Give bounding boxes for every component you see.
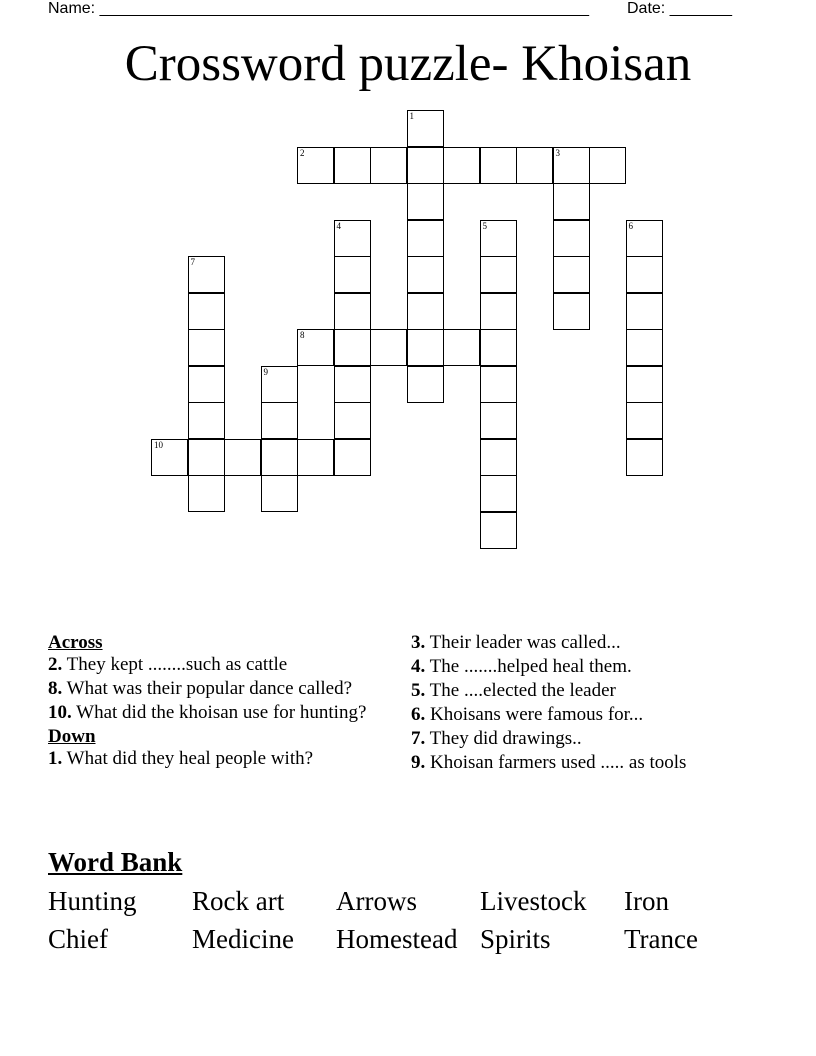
word-bank-item: Spirits [480, 924, 551, 954]
crossword-cell[interactable] [188, 366, 225, 403]
page-title: Crossword puzzle- Khoisan [124, 36, 692, 92]
cell-number: 3 [555, 147, 560, 158]
crossword-cell[interactable] [480, 439, 517, 476]
clues-right-column [411, 632, 711, 776]
word-bank-item: Rock art [192, 886, 285, 916]
crossword-cell[interactable] [443, 329, 480, 366]
cell-number: 9 [263, 366, 268, 377]
clue-number: 6. [411, 704, 426, 725]
crossword-cell[interactable] [480, 147, 517, 184]
crossword-cell[interactable] [480, 329, 517, 366]
crossword-cell[interactable] [480, 256, 517, 293]
clue-text: The ....elected the leader [425, 680, 616, 701]
crossword-cell[interactable] [480, 512, 517, 549]
cell-number: 8 [300, 330, 305, 340]
cell-number: 5 [482, 220, 487, 231]
clue-number: 10. [48, 702, 72, 723]
cell-number: 2 [300, 147, 305, 158]
crossword-cell[interactable] [151, 439, 188, 476]
cell-number: 4 [336, 220, 341, 231]
crossword-cell[interactable] [626, 329, 663, 366]
crossword-cell[interactable] [188, 402, 225, 439]
crossword-cell[interactable] [261, 475, 298, 512]
word-bank-item: Medicine [192, 924, 294, 954]
crossword-cell[interactable] [626, 256, 663, 293]
word-bank-item: Hunting [48, 886, 137, 916]
crossword-cell[interactable] [626, 366, 663, 403]
clue-text: They kept ........such as cattle [62, 654, 288, 675]
clue-number: 7. [411, 728, 426, 749]
crossword-cell[interactable] [553, 220, 590, 257]
crossword-cell[interactable] [407, 329, 444, 366]
clue-across-8 [48, 678, 368, 700]
word-bank-item: Livestock [480, 886, 587, 916]
crossword-cell[interactable] [407, 147, 444, 184]
crossword-cell[interactable] [261, 366, 298, 403]
date-field-label[interactable]: Date: _______ [627, 0, 732, 17]
crossword-cell[interactable] [188, 439, 225, 476]
crossword-cell[interactable] [516, 147, 553, 184]
clue-down-7 [411, 728, 711, 750]
crossword-cell[interactable] [407, 110, 444, 147]
crossword-cell[interactable] [626, 439, 663, 476]
clue-down-5 [411, 680, 711, 702]
crossword-cell[interactable] [626, 402, 663, 439]
clue-number: 4. [411, 656, 426, 677]
name-field-label[interactable]: Name: _______________________________________________________ [48, 0, 589, 17]
crossword-cell[interactable] [553, 147, 590, 184]
word-bank-item: Arrows [336, 886, 417, 916]
crossword-cell[interactable] [334, 366, 371, 403]
clue-text: The .......helped heal them. [425, 656, 632, 677]
clue-text: What was their popular dance called? [62, 678, 353, 699]
word-bank-title: Word Bank [48, 847, 183, 877]
crossword-cell[interactable] [188, 293, 225, 330]
clue-down-4 [411, 656, 711, 678]
crossword-cell[interactable] [407, 220, 444, 257]
crossword-cell[interactable] [334, 256, 371, 293]
crossword-cell[interactable] [334, 147, 371, 184]
clue-number: 2. [48, 654, 63, 675]
clues-left-column [48, 632, 368, 772]
crossword-cell[interactable] [407, 366, 444, 403]
crossword-cell[interactable] [334, 220, 371, 257]
crossword-cell[interactable] [553, 293, 590, 330]
crossword-cell[interactable] [480, 475, 517, 512]
clue-text: What did the khoisan use for hunting? [71, 702, 367, 723]
word-bank-item: Homestead [336, 924, 458, 954]
crossword-cell[interactable] [626, 293, 663, 330]
crossword-cell[interactable] [370, 329, 407, 366]
crossword-cell[interactable] [334, 293, 371, 330]
clue-text: Khoisan farmers used ..... as tools [425, 752, 687, 773]
crossword-cell[interactable] [626, 220, 663, 257]
crossword-cell[interactable] [334, 402, 371, 439]
crossword-cell[interactable] [480, 366, 517, 403]
word-bank-item: Trance [624, 924, 698, 954]
crossword-cell[interactable] [297, 329, 334, 366]
crossword-cell[interactable] [188, 475, 225, 512]
clue-down-1 [48, 748, 368, 770]
crossword-cell[interactable] [480, 293, 517, 330]
clue-number: 1. [48, 748, 63, 769]
clue-number: 8. [48, 678, 63, 699]
clue-text: Their leader was called... [425, 632, 621, 653]
clue-across-10 [48, 702, 368, 724]
clue-number: 5. [411, 680, 426, 701]
crossword-cell[interactable] [261, 439, 298, 476]
clue-down-9 [411, 752, 711, 774]
crossword-cell[interactable] [297, 147, 334, 184]
crossword-cell[interactable] [553, 256, 590, 293]
crossword-cell[interactable] [407, 183, 444, 220]
clue-text: Khoisans were famous for... [425, 704, 644, 725]
down-heading: Down [48, 726, 96, 747]
word-bank-item: Chief [48, 924, 108, 954]
crossword-cell[interactable] [480, 402, 517, 439]
crossword-cell[interactable] [407, 293, 444, 330]
word-bank-item: Iron [624, 886, 669, 916]
crossword-cell[interactable] [224, 439, 261, 476]
crossword-cell[interactable] [188, 329, 225, 366]
crossword-cell[interactable] [334, 329, 371, 366]
cell-number: 10 [154, 439, 163, 450]
across-heading: Across [48, 632, 103, 653]
clue-across-2 [48, 654, 368, 676]
clue-down-6 [411, 704, 711, 726]
crossword-cell[interactable] [553, 183, 590, 220]
crossword-cell[interactable] [297, 439, 334, 476]
cell-number: 6 [628, 220, 633, 231]
clue-number: 9. [411, 752, 426, 773]
crossword-cell[interactable] [188, 256, 225, 293]
crossword-cell[interactable] [334, 439, 371, 476]
crossword-cell[interactable] [407, 256, 444, 293]
crossword-cell[interactable] [261, 402, 298, 439]
cell-number: 1 [409, 111, 414, 121]
crossword-cell[interactable] [480, 220, 517, 257]
cell-number: 7 [190, 257, 195, 267]
crossword-cell[interactable] [370, 147, 407, 184]
clue-down-3 [411, 632, 711, 654]
clue-text: They did drawings.. [425, 728, 582, 749]
crossword-cell[interactable] [443, 147, 480, 184]
crossword-cell[interactable] [589, 147, 626, 184]
clue-text: What did they heal people with? [62, 748, 314, 769]
clue-number: 3. [411, 632, 426, 653]
